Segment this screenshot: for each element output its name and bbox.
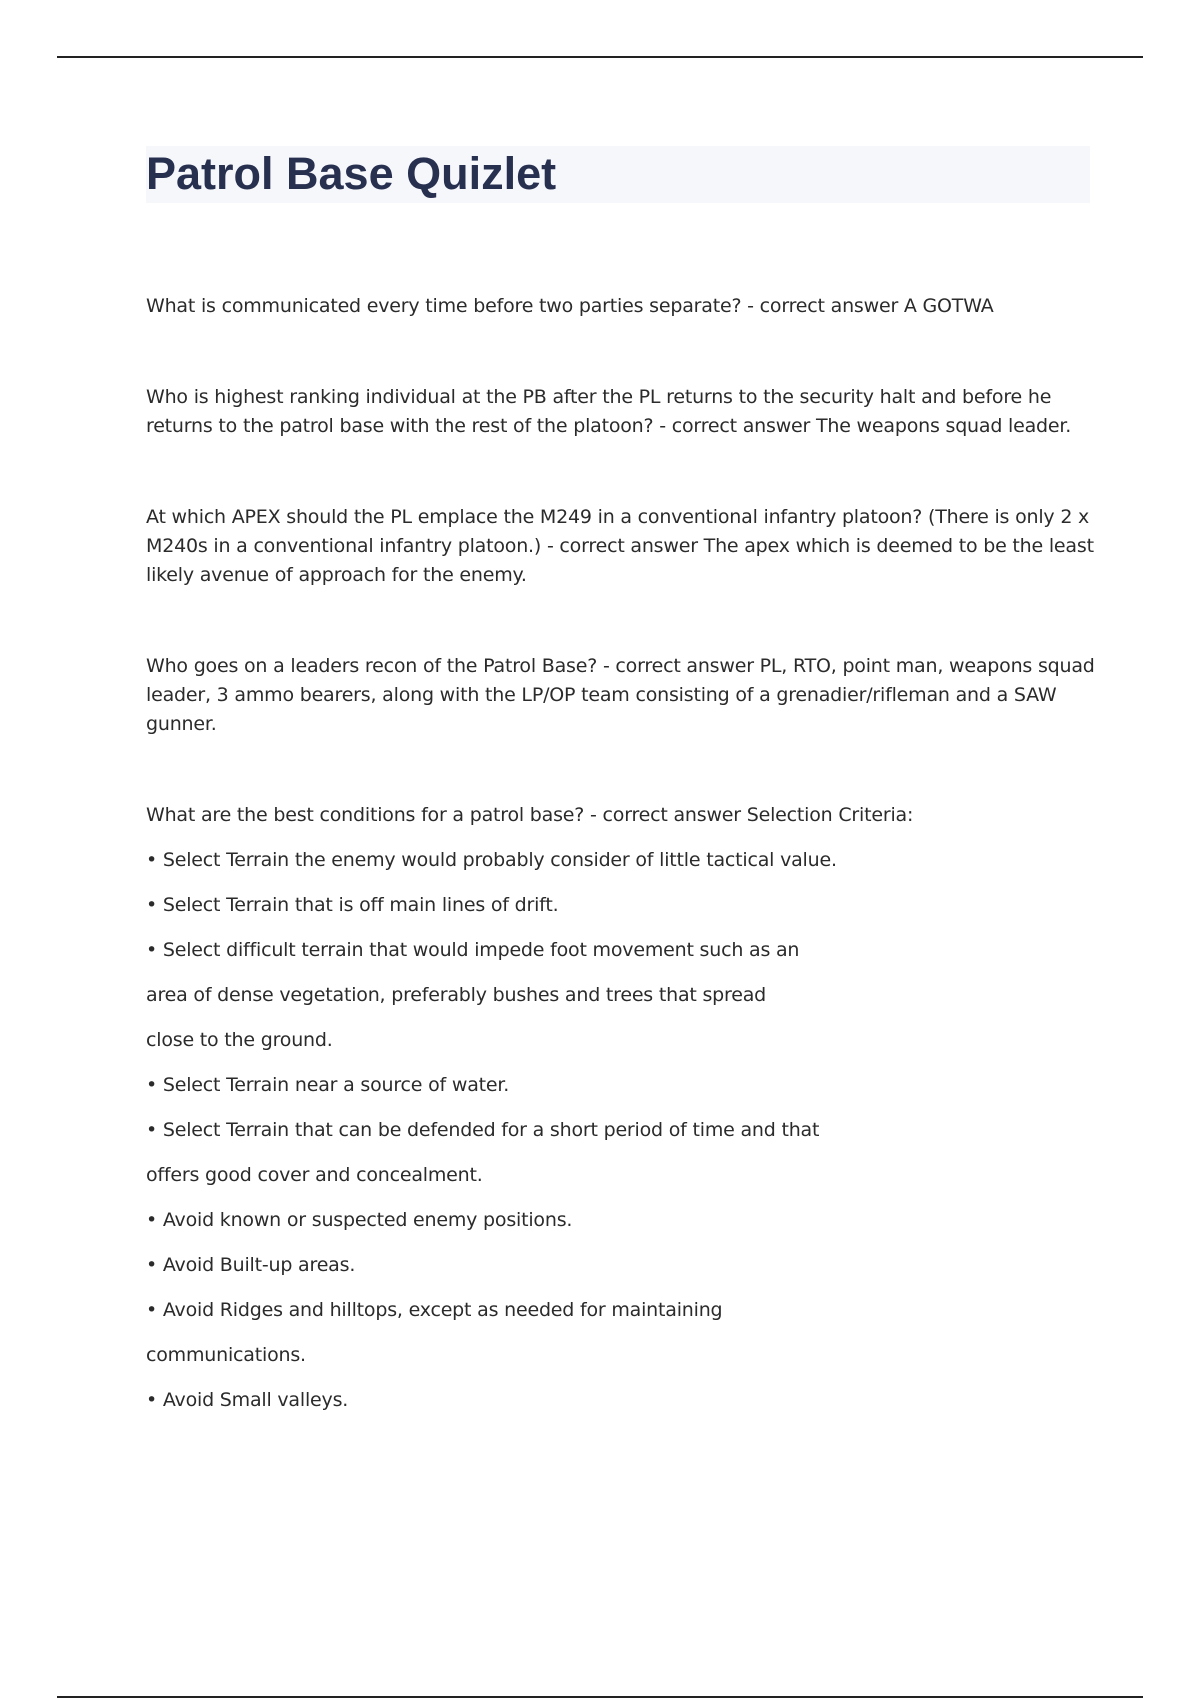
qa-item-3: At which APEX should the PL emplace the M249 in a conventional infantry platoon? (There is only 2 x M240s in a conventional infantry platoon.) - correct answer The apex which is deemed to be the least likely avenue of approach for the enemy.: [146, 506, 1094, 586]
criteria-line: area of dense vegetation, preferably bushes and trees that spread: [146, 984, 767, 1006]
document-body: [146, 292, 1096, 1423]
criteria-line: • Avoid Built-up areas.: [146, 1254, 356, 1276]
top-rule: [57, 56, 1143, 58]
criteria-line: • Avoid Ridges and hilltops, except as needed for maintaining: [146, 1299, 723, 1321]
criteria-line: • Avoid Small valleys.: [146, 1389, 349, 1411]
qa-item-4: Who goes on a leaders recon of the Patrol Base? - correct answer PL, RTO, point man, weapons squad leader, 3 ammo bearers, along with the LP/OP team consisting of a grenadier/rifleman and a SAW gunner.: [146, 655, 1095, 735]
page-title: Patrol Base Quizlet: [146, 148, 557, 199]
criteria-line: • Avoid known or suspected enemy positions.: [146, 1209, 573, 1231]
criteria-line: • Select Terrain that can be defended for a short period of time and that: [146, 1119, 820, 1141]
bottom-rule: [57, 1696, 1143, 1698]
qa-item-5: [146, 801, 1096, 1423]
criteria-line: • Select Terrain the enemy would probably consider of little tactical value.: [146, 849, 837, 871]
criteria-line: communications.: [146, 1344, 306, 1366]
criteria-line: • Select Terrain near a source of water.: [146, 1074, 510, 1096]
criteria-line: • Select difficult terrain that would impede foot movement such as an: [146, 939, 800, 961]
criteria-question: What are the best conditions for a patrol base? - correct answer Selection Criteria:: [146, 804, 914, 826]
qa-item-1: What is communicated every time before two parties separate? - correct answer A GOTWA: [146, 295, 994, 317]
criteria-line: • Select Terrain that is off main lines of drift.: [146, 894, 559, 916]
criteria-line: offers good cover and concealment.: [146, 1164, 483, 1186]
qa-item-2: Who is highest ranking individual at the PB after the PL returns to the security halt and before he returns to the patrol base with the rest of the platoon? - correct answer The weapons squad leader.: [146, 386, 1072, 437]
criteria-line: close to the ground.: [146, 1029, 333, 1051]
